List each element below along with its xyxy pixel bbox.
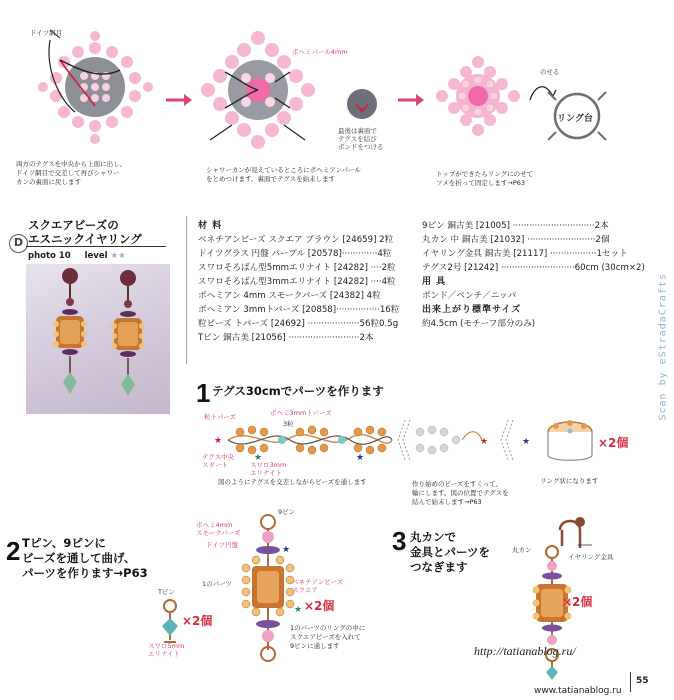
bottom-url: www.tatianablog.ru <box>534 686 622 696</box>
label-earring-fitting: イヤリング金具 <box>568 553 614 561</box>
step-1-count: ×2個 <box>598 436 629 450</box>
material-item: ボヘミアン 3mmトパーズ [20858]················16粒 <box>198 305 400 315</box>
tools-list: ボンド／ペンチ／ニッパ <box>422 291 517 301</box>
section-badge: D <box>9 234 28 253</box>
label-venetian-square: ベネチアンビーズ スクエア <box>292 578 344 594</box>
material-item: ドイツグラス 円盤 パープル [20578]·············4粒 <box>198 249 392 259</box>
step-2-title: Tピン、9ピンに ビーズを通して曲げ、 パーツを作ります→P63 <box>22 536 148 580</box>
material-item: 9ピン 銅古美 [21005] ······························2本 <box>422 221 609 231</box>
material-item: Tピン 銅古美 [21056] ··························2本 <box>198 333 374 343</box>
label-center-start: テグス中央 スタート <box>202 453 235 469</box>
level-label: level <box>84 251 108 261</box>
label-swaro-5mm: スワロ5mm エリナイト <box>148 642 185 658</box>
label-marukan: 丸カン <box>512 546 532 554</box>
svg-text:★: ★ <box>480 437 489 447</box>
step-2-caption: 1のパーツのリングの中に スクエアビーズを入れて 9ピンに通します <box>290 624 366 650</box>
label-topaz-seed: 粒トパーズ <box>204 413 237 421</box>
label-bohemia-4mm: ボヘミ4mm スモークパーズ <box>196 521 241 537</box>
label-9pin: 9ピン <box>278 508 296 516</box>
step-3-count: ×2個 <box>562 595 593 609</box>
material-item: スワロそろばん型5mmエリナイト [24282] ····2粒 <box>198 263 396 273</box>
label-ring-base: リング台 <box>557 114 593 124</box>
page-number-rule <box>630 672 631 692</box>
svg-text:★: ★ <box>522 437 531 447</box>
top-caption-2: シャワーカンが見えているところにボヘミアンパール をとめつけます。裏面でテグスを始末します <box>206 166 361 183</box>
material-item: スワロそろばん型3mmエリナイト [24282] ····4粒 <box>198 277 396 287</box>
step-2-number: 2 <box>6 536 21 566</box>
source-url[interactable]: http://tatianablog.ru/ <box>474 644 576 658</box>
materials-heading: 材 料 <box>198 221 223 231</box>
scan-watermark: Scan by eStradaCrafts <box>657 273 669 421</box>
project-title: スクエアビーズの エスニックイヤリング <box>28 218 142 246</box>
step-1-number: 1 <box>196 378 211 408</box>
step-2-count-main: ×2個 <box>304 599 335 613</box>
material-item: ベネチアンビーズ スクエア ブラウン [24659] 2粒 <box>198 235 394 245</box>
step-1-caption-2: 作り始めのビーズをすくって、 輪にします。図の位置でテグスを 結んで始末します→P63 <box>412 480 509 506</box>
step-3-title: 丸カンで 金具とパーツを つなぎます <box>410 530 491 574</box>
step-1-caption-3: リング状になります <box>540 477 599 485</box>
label-tpin: Tピン <box>158 588 175 596</box>
svg-text:★: ★ <box>214 436 223 446</box>
label-disc: ドイツ円盤 <box>206 541 239 549</box>
label-noseru: のせる <box>540 68 560 76</box>
step-1-title: テグス30cmでパーツを作ります <box>212 384 384 398</box>
label-1-parts: 1のパーツ <box>202 580 232 588</box>
photo-label: photo 10 <box>28 251 71 261</box>
svg-text:★: ★ <box>294 605 303 615</box>
label-bohemia-3mm: ボヘミ3mmトパーズ <box>270 409 332 417</box>
svg-text:★: ★ <box>282 545 291 555</box>
size-heading: 出来上がり標準サイズ <box>422 305 522 315</box>
step-1-caption-1: 図のようにテグスを交差しながらビーズを通します <box>218 478 367 486</box>
level-stars: ★★ <box>110 251 126 261</box>
label-swaro-3mm: スワロ3mm エリナイト <box>250 461 287 477</box>
step-3-number: 3 <box>392 526 407 556</box>
tools-heading: 用 具 <box>422 277 447 287</box>
material-item: イヤリング金具 銅古美 [21117] ·················1セット <box>422 249 628 259</box>
top-caption-3: トップができたらリングにのせて ツメを折って固定します→P63 <box>436 170 534 187</box>
size-value: 約4.5cm (モチーフ部分のみ) <box>422 319 536 329</box>
svg-text:★: ★ <box>254 453 263 463</box>
material-item: テグス2号 [21242] ···························60cm (30cm×2) <box>422 263 645 273</box>
label-doitsu-mesh: ドイツ網目 <box>30 29 63 37</box>
step-2-count-tpin: ×2個 <box>182 614 213 628</box>
material-item: 粒ビーズ トパーズ [24692] ···················56粒0.5g <box>198 319 399 329</box>
top-caption-1: 両方のテグスを中央から上面に出し、 ドイツ網目で交差して再びシャワー カンの裏面に戻します <box>16 160 127 186</box>
svg-text:★: ★ <box>356 453 365 463</box>
label-3-beads: 3粒 <box>283 420 294 428</box>
material-item: 丸カン 中 銅古美 [21032] ·························2個 <box>422 235 610 245</box>
material-item: ボヘミアン 4mm スモークパーズ [24382] 4粒 <box>198 291 381 301</box>
page-number: 55 <box>636 676 649 686</box>
label-back-finish: 最後は裏面で テグスを結び ボンドをつける <box>338 127 384 151</box>
label-bohemia-pearl: ボヘミパール4mm <box>292 48 348 56</box>
